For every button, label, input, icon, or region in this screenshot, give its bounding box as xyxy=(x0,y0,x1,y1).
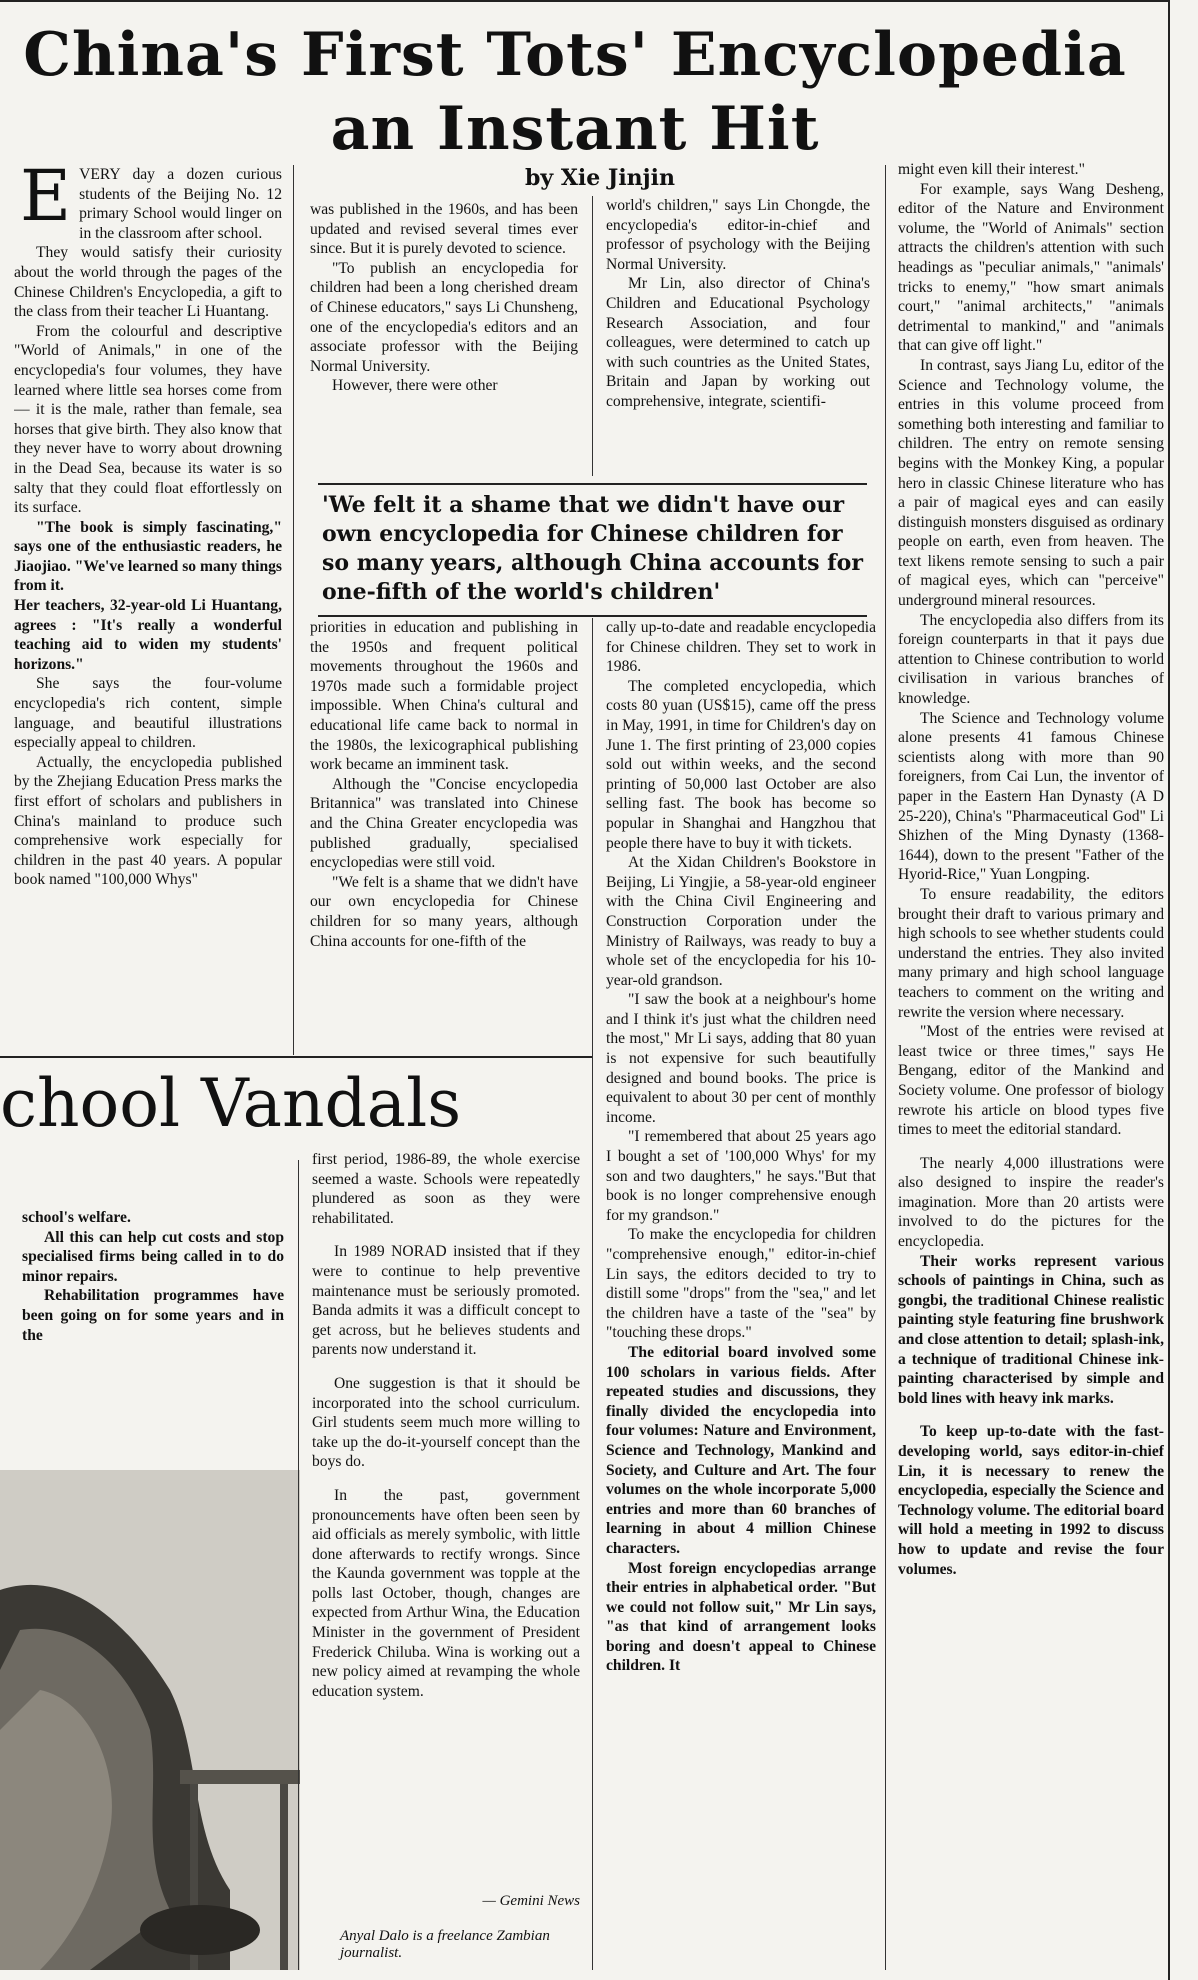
paragraph: Her teachers, 32-year-old Li Huantang, agrees : "It's really a wonderful teaching aid to widen my students' horizons." xyxy=(14,597,282,673)
photo-illustration xyxy=(0,1470,300,1970)
article-column-2-top xyxy=(310,200,578,472)
paragraph: They would satisfy their curiosity about the world through the pages of the Chinese Children's Encyclopedia, a gift to the class from their teacher Li Huantang. xyxy=(14,244,282,321)
paragraph: "The book is simply fascinating," says one of the enthusiastic readers, he Jiaojiao. "We've learned so many things from it. xyxy=(14,518,282,595)
article-headline xyxy=(10,18,1140,166)
paragraph: She says the four-volume encyclopedia's rich content, simple language, and beautiful illustrations especially appeal to children. xyxy=(14,675,282,752)
vandals-column-2 xyxy=(312,1150,580,1910)
paragraph: was published in the 1960s, and has been updated and revised several times ever since. But it is purely devoted to science. xyxy=(310,201,578,258)
paragraph: Actually, the encyclopedia published by the Zhejiang Education Press marks the first effort of scholars and publishers in China's mainland to produce such comprehensive work especially for children in the past 40 years. A popular book named "100,000 Whys" xyxy=(14,753,282,889)
article-column-1 xyxy=(14,165,282,1055)
article-column-4 xyxy=(898,160,1164,1970)
paragraph: Although the "Concise encyclopedia Britannica" was translated into Chinese and the China Greater encyclopedia was published gradually, specialised encyclopedias were still void. xyxy=(310,775,578,872)
paragraph: In contrast, says Jiang Lu, editor of the Science and Technology volume, the entries in this volume proceed from something both interesting and familiar to children. The entry on remote sensing begins with the Monkey King, a popular hero in classic Chinese literature who has a pair of magical eyes and can easily distinguish monsters disguised as ordinary people on earth, even from heaven. The text likens remote sensing to such a pair of magical eyes, which can "perceive" underground mineral resources. xyxy=(898,356,1164,610)
pull-quote: 'We felt it a shame that we didn't have our own encyclopedia for Chinese children for so many years, although China accounts for one-fifth of the world's children' xyxy=(318,483,867,617)
paragraph: All this can help cut costs and stop specialised firms being called in to do minor repairs. xyxy=(22,1228,284,1285)
paragraph: The completed encyclopedia, which costs 80 yuan (US$15), came off the press in May, 1991, in time for Children's day on June 1. The first printing of 23,000 copies sold out within weeks, and the second printing of 50,000 last October are also selling fast. The book has become so popular in Shanghai and Hangzhou that people there have to buy it with tickets. xyxy=(606,677,876,852)
author-note: Anyal Dalo is a freelance Zambian journalist. xyxy=(340,1928,550,1961)
news-photo xyxy=(0,1470,300,1970)
headline-line-1: China's First Tots' Encyclopedia xyxy=(23,20,1127,90)
paragraph: Rehabilitation programmes have been going on for some years and in the xyxy=(22,1287,284,1344)
paragraph: The editorial board involved some 100 scholars in various fields. After repeated studies and discussions, they finally divided the encyclopedia into four volumes: Nature and Environment, Science and Technology, Mankind and Society, and Culture and Art. The four volumes on the whole incorporate 5,000 entries and more than 60 branches of learning in about 4 million Chinese characters. xyxy=(606,1343,876,1557)
paragraph: At the Xidan Children's Bookstore in Beijing, Li Yingjie, a 58-year-old engineer with the China Civil Engineering and Construction Corporation under the Ministry of Railways, was ready to buy a whole set of the encyclopedia for his 10-year-old grandson. xyxy=(606,854,876,989)
paragraph: The nearly 4,000 illustrations were also designed to inspire the reader's imagination. More than 20 artists were involved to do the pictures for the encyclopedia. xyxy=(898,1154,1164,1251)
paragraph: However, there were other xyxy=(332,377,498,395)
paragraph: In 1989 NORAD insisted that if they were to continue to help preventive maintenance must be seriously promoted. Banda admits it was a difficult concept to get across, but he believes students and parents now understand it. xyxy=(312,1243,580,1359)
paragraph: might even kill their interest." xyxy=(898,161,1085,178)
paragraph: To ensure readability, the editors brought their draft to various primary and high schools to see whether students could understand the entries. They also invited many primary and high school language teachers to comment on the writing and rewrite the version where necessary. xyxy=(898,885,1164,1021)
paragraph: Mr Lin, also director of China's Children and Educational Psychology Research Association, and four colleagues, were determined to catch up with such countries as the United States, Britain and Japan by working out comprehensive, integrate, scientifi- xyxy=(606,275,870,410)
paragraph: "To publish an encyclopedia for children had been a long cherished dream of Chinese educators," says Li Chunsheng, one of the encyclopedia's editors and an associate professor with the Beijing Normal University. xyxy=(310,259,578,375)
article-column-3-bottom xyxy=(606,618,876,1970)
column-rule xyxy=(592,618,593,1970)
byline: by Xie Jinjin xyxy=(525,165,675,191)
paragraph: school's welfare. xyxy=(22,1209,131,1226)
vandals-headline: chool Vandals xyxy=(0,1065,462,1142)
paragraph: One suggestion is that it should be incorporated into the school curriculum. Girl students seem much more willing to take up the do-it-yourself concept than the boys do. xyxy=(312,1374,580,1471)
right-rule xyxy=(1168,0,1170,1980)
paragraph: To make the encyclopedia for children "comprehensive enough," editor-in-chief Lin says, the editors decided to try to distill some "drops" from the "sea," and let the children have a taste of the "sea" by "touching these drops." xyxy=(606,1226,876,1342)
paragraph: cally up-to-date and readable encyclopedia for Chinese children. They set to work in 1986. xyxy=(606,619,876,676)
column-rule xyxy=(293,165,294,1055)
paragraph: Most foreign encyclopedias arrange their entries in alphabetical order. "But we could not follow suit," Mr Lin says, "as that kind of arrangement looks boring and doesn't appeal to Chinese children. It xyxy=(606,1559,876,1675)
signature: — Gemini News xyxy=(482,1893,580,1909)
paragraph: Their works represent various schools of paintings in China, such as gongbi, the traditional Chinese realistic painting style featuring fine brushwork and close attention to detail; splash-ink, a technique of traditional Chinese ink-painting characterised by simple and bold lines with heavy ink marks. xyxy=(898,1252,1164,1407)
paragraph: VERY day a dozen curious students of the Beijing No. 12 primary School would linger on in the classroom after school. xyxy=(79,166,282,242)
vandals-column-1 xyxy=(22,1208,284,1358)
paragraph: In the past, government pronouncements have often been seen by aid officials as merely symbolic, with little done afterwards to rectify wrongs. Since the Kaunda government was topple at the polls last October, though, changes are expected from Arthur Wina, the Education Minister in the government of President Frederick Chiluba. Wina is working out a new policy aimed at revamping the whole education system. xyxy=(312,1486,580,1700)
paragraph: "We felt is a shame that we didn't have our own encyclopedia for Chinese children for so many years, although China accounts for one-fifth of the xyxy=(310,873,578,950)
paragraph: For example, says Wang Desheng, editor of the Nature and Environment volume, the "World of Animals" section attracts the children's attention with such headings as "peculiar animals," "animals' tricks to enemy," "how smart animals court," "animal architects," "animals detrimental to mankind," and "animals that can give off light." xyxy=(898,180,1164,355)
paragraph: world's children," says Lin Chongde, the encyclopedia's editor-in-chief and professor of psychology with the Beijing Normal University. xyxy=(606,197,870,273)
paragraph: To keep up-to-date with the fast-developing world, says editor-in-chief Lin, it is necessary to renew the encyclopedia, especially the Science and Technology volume. The editorial board will hold a meeting in 1992 to discuss how to update and revise the four volumes. xyxy=(898,1423,1164,1578)
paragraph: "I saw the book at a neighbour's home and I think it's just what the children need the most," Mr Li says, adding that 80 yuan is not expensive for such beautifully designed and bound books. The price is equivalent to about 30 per cent of monthly income. xyxy=(606,991,876,1126)
column-rule xyxy=(885,165,886,1970)
paragraph: "Most of the entries were revised at least twice or three times," says He Bengang, editor of the Mankind and Society volume. One professor of biology rewrote his article on blood types five times to meet the editorial standard. xyxy=(898,1023,1164,1139)
article-column-3-top xyxy=(606,196,870,474)
column-rule xyxy=(298,1160,299,1970)
paragraph: The Science and Technology volume alone presents 41 famous Chinese scientists along with more than 90 foreigners, from Cai Lun, the inventor of paper in the Eastern Han Dynasty (A D 25-220), China's "Pharmaceutical God" Li Shizhen of the Ming Dynasty (1368-1644), down to the present "Father of the Hyorid-Rice," Yuan Longping. xyxy=(898,709,1164,884)
article-divider xyxy=(0,1056,592,1058)
paragraph: first period, 1986-89, the whole exercise seemed a waste. Schools were repeatedly plundered as soon as they were rehabilitated. xyxy=(312,1151,580,1227)
headline-line-2: an Instant Hit xyxy=(330,94,820,164)
article-column-2-bottom xyxy=(310,618,578,1046)
paragraph: "I remembered that about 25 years ago I bought a set of '100,000 Whys' for my son and two daughters," he says."But that book is no longer comprehensive enough for my grandson." xyxy=(606,1128,876,1224)
paragraph: From the colourful and descriptive "World of Animals," in one of the encyclopedia's four volumes, they have learned where little sea horses come from — it is the male, rather than female, sea horses that give birth. They also know that they never have to worry about drowning in the Dead Sea, because its water is so salty that they could float effortlessly on its surface. xyxy=(14,322,282,517)
paragraph: priorities in education and publishing in the 1950s and frequent political movements throughout the 1960s and 1970s made such a formidable project impossible. When China's cultural and educational life came back to normal in the 1980s, the lexicographical publishing work became an imminent task. xyxy=(310,619,578,774)
column-rule xyxy=(592,196,593,476)
paragraph: The encyclopedia also differs from its foreign counterparts in that it pays due attention to Chinese contribution to world civilisation in various branches of knowledge. xyxy=(898,611,1164,708)
top-rule xyxy=(0,0,1170,2)
drop-cap: E xyxy=(20,165,72,237)
